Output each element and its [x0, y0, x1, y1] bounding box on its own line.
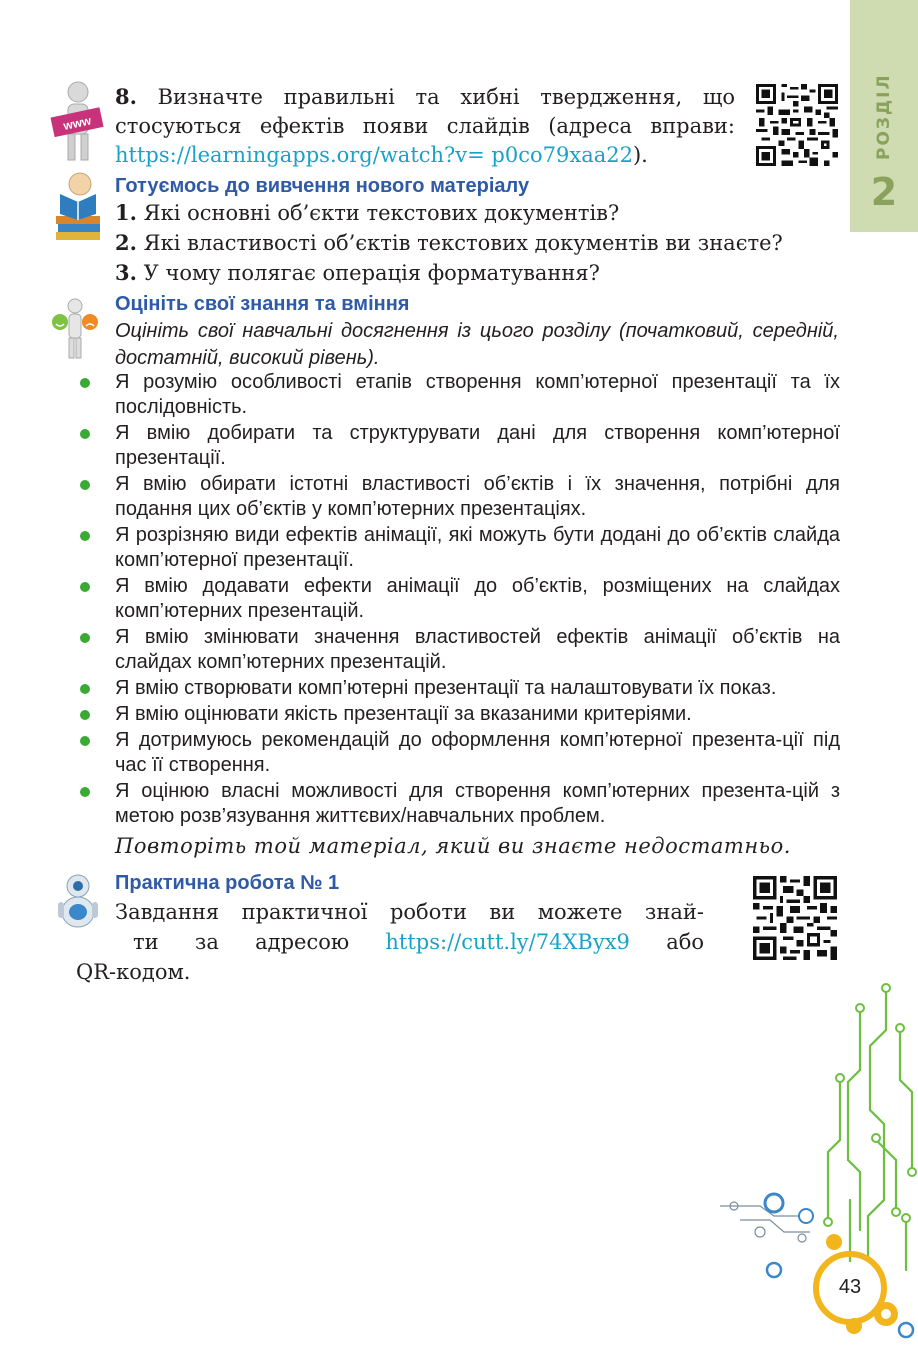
practice-line-1: Завдання практичної роботи ви можете знай- [115, 900, 704, 924]
task-8-link[interactable]: https://learningapps.org/watch?v= p0co79xaa22 [115, 143, 633, 167]
bullet-dot [80, 480, 90, 490]
bullet-dot [80, 710, 90, 720]
list-item: Я вмію створювати комп’ютерні презентації та налаштовувати їх показ. [78, 676, 840, 701]
practice-line-2: ти за адресою https://cutt.ly/74XByx9 або [133, 930, 704, 954]
list-item: Я дотримуюсь рекомендацій до оформлення комп’ютерної презента-ції під час її створення. [78, 728, 840, 778]
chapter-number: 2 [870, 170, 898, 214]
list-item: Я вмію додавати ефекти анімації до об’єктів, розміщених на слайдах комп’ютерних презентацій. [78, 574, 840, 624]
bullet-dot [80, 736, 90, 746]
practice-text [76, 897, 704, 987]
self-assessment-list [78, 370, 840, 830]
bullet-dot [80, 378, 90, 388]
circuit-decoration [700, 970, 918, 1360]
repeat-note: Повторіть той матеріал, який ви знаєте недостатньо. [115, 834, 791, 858]
bullet-dot [80, 787, 90, 797]
qr-code-practice[interactable] [753, 876, 837, 960]
bullet-dot [80, 684, 90, 694]
task-8-number: 8. [115, 84, 137, 109]
practice-link[interactable]: https://cutt.ly/74XByx9 [385, 930, 630, 954]
list-item: Я вмію добирати та структурувати дані для створення комп’ютерної презентації. [78, 421, 840, 471]
practice-line-3: QR-кодом. [76, 960, 191, 984]
list-item: Я вмію змінювати значення властивостей ефектів анімації об’єктів на слайдах комп’ютерних презентацій. [78, 625, 840, 675]
prep-question: 3. У чому полягає операція форматування? [115, 260, 600, 285]
assess-intro: Оцініть свої навчальні досягнення із цього розділу (початковий, середній, достатній, високий рівень). [115, 320, 839, 369]
prep-heading: Готуємось до вивчення нового матеріалу [115, 175, 530, 197]
prep-question: 1. Які основні об’єкти текстових документів? [115, 200, 620, 225]
task-8-text: Визначте правильні та хибні твердження, що стосуються ефектів появи слайдів (адреса вправи: [115, 85, 735, 138]
chapter-label: РОЗДІЛ [874, 73, 894, 160]
page-number: 43 [838, 1276, 862, 1298]
list-item: Я вмію оцінювати якість презентації за вказаними критеріями. [78, 702, 840, 727]
list-item: Я вмію обирати істотні властивості об’єктів і їх значення, потрібні для подання цих об’єктів у комп’ютерних презентаціях. [78, 472, 840, 522]
www-badge-text: www [62, 113, 93, 133]
qr-code-task8[interactable] [756, 84, 838, 166]
chapter-tab [850, 0, 918, 232]
list-item: Я розумію особливості етапів створення комп’ютерної презентації та їх послідовність. [78, 370, 840, 420]
list-item: Я розрізняю види ефектів анімації, які можуть бути додані до об’єктів слайда комп’ютерної презентації. [78, 523, 840, 573]
assess-heading: Оцініть свої знання та вміння [115, 293, 410, 315]
bullet-dot [80, 531, 90, 541]
www-figure-icon [50, 80, 106, 162]
prep-question: 2. Які властивості об’єктів текстових документів ви знаєте? [115, 230, 783, 255]
practice-heading: Практична робота № 1 [115, 872, 340, 894]
list-item: Я оцінюю власні можливості для створення комп’ютерних презента-цій з метою розв’язування життєвих/навчальних проблем. [78, 779, 840, 829]
smiley-figure-icon [50, 298, 100, 360]
task-8 [115, 82, 735, 170]
task-8-tail: ). [632, 143, 648, 167]
bullet-dot [80, 633, 90, 643]
reading-figure-icon [52, 170, 104, 242]
bullet-dot [80, 582, 90, 592]
prep-questions [115, 198, 845, 288]
bullet-dot [80, 429, 90, 439]
